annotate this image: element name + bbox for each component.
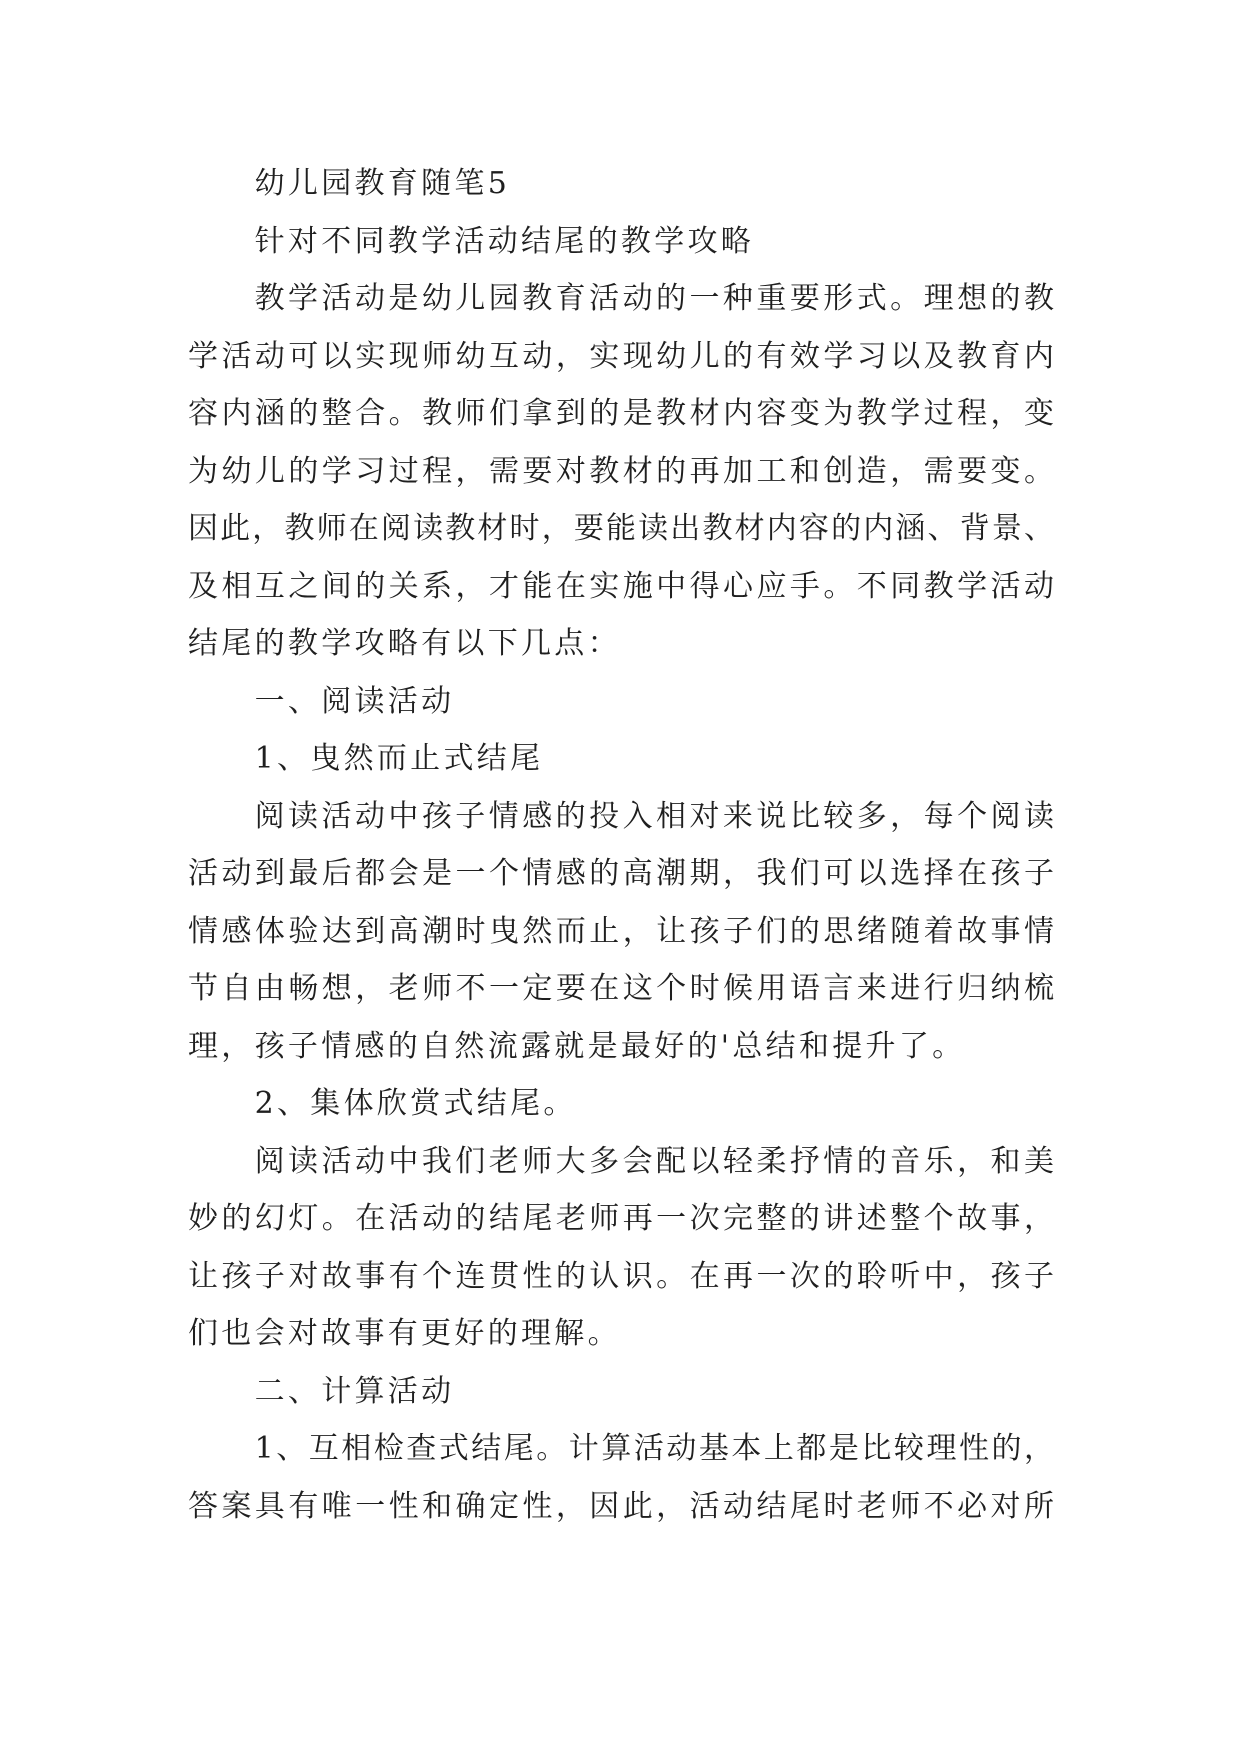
paragraph-line: 1、互相检查式结尾。计算活动基本上都是比较理性的， — [254, 1431, 1057, 1466]
intro-paragraph — [188, 270, 1058, 673]
paragraph — [188, 788, 1058, 1076]
section-heading: 一、阅读活动 — [254, 683, 455, 719]
paragraph-line: 情感体验达到高潮时曳然而止，让孩子们的思绪随着故事情 — [188, 913, 1058, 949]
paragraph-line: 阅读活动中我们老师大多会配以轻柔抒情的音乐，和美 — [254, 1143, 1058, 1179]
paragraph-line: 让孩子对故事有个连贯性的认识。在再一次的聆听中，孩子 — [188, 1258, 1058, 1294]
paragraph-line: 学活动可以实现师幼互动，实现幼儿的有效学习以及教育内 — [188, 338, 1058, 374]
paragraph-line: 妙的幻灯。在活动的结尾老师再一次完整的讲述整个故事， — [188, 1201, 1058, 1236]
paragraph-line: 因此，教师在阅读教材时，要能读出教材内容的内涵、背景、 — [188, 511, 1057, 546]
document-subtitle: 针对不同教学活动结尾的教学攻略 — [254, 223, 755, 259]
paragraph — [188, 1420, 1058, 1535]
subsection-heading: 2、集体欣赏式结尾。 — [254, 1086, 577, 1121]
paragraph-line: 及相互之间的关系，才能在实施中得心应手。不同教学活动 — [188, 568, 1058, 604]
paragraph-line: 容内涵的整合。教师们拿到的是教材内容变为教学过程，变 — [188, 396, 1058, 431]
document-title: 幼儿园教育随笔5 — [254, 166, 511, 201]
section-heading: 二、计算活动 — [254, 1373, 455, 1409]
paragraph — [188, 1133, 1058, 1363]
subsection-heading: 1、曳然而止式结尾 — [254, 741, 544, 776]
document-body — [188, 155, 1058, 1535]
paragraph-line: 结尾的教学攻略有以下几点： — [188, 626, 621, 661]
paragraph-line: 答案具有唯一性和确定性，因此，活动结尾时老师不必对所 — [188, 1488, 1058, 1524]
paragraph-line: 活动到最后都会是一个情感的高潮期，我们可以选择在孩子 — [188, 856, 1058, 891]
paragraph-line: 为幼儿的学习过程，需要对教材的再加工和创造，需要变。 — [188, 453, 1058, 489]
paragraph-line: 教学活动是幼儿园教育活动的一种重要形式。理想的教 — [254, 281, 1058, 316]
paragraph-line: 理，孩子情感的自然流露就是最好的'总结和提升了。 — [188, 1028, 966, 1064]
paragraph-line: 阅读活动中孩子情感的投入相对来说比较多，每个阅读 — [254, 798, 1058, 834]
paragraph-line: 们也会对故事有更好的理解。 — [188, 1316, 621, 1351]
paragraph-line: 节自由畅想，老师不一定要在这个时候用语言来进行归纳梳 — [188, 971, 1058, 1006]
